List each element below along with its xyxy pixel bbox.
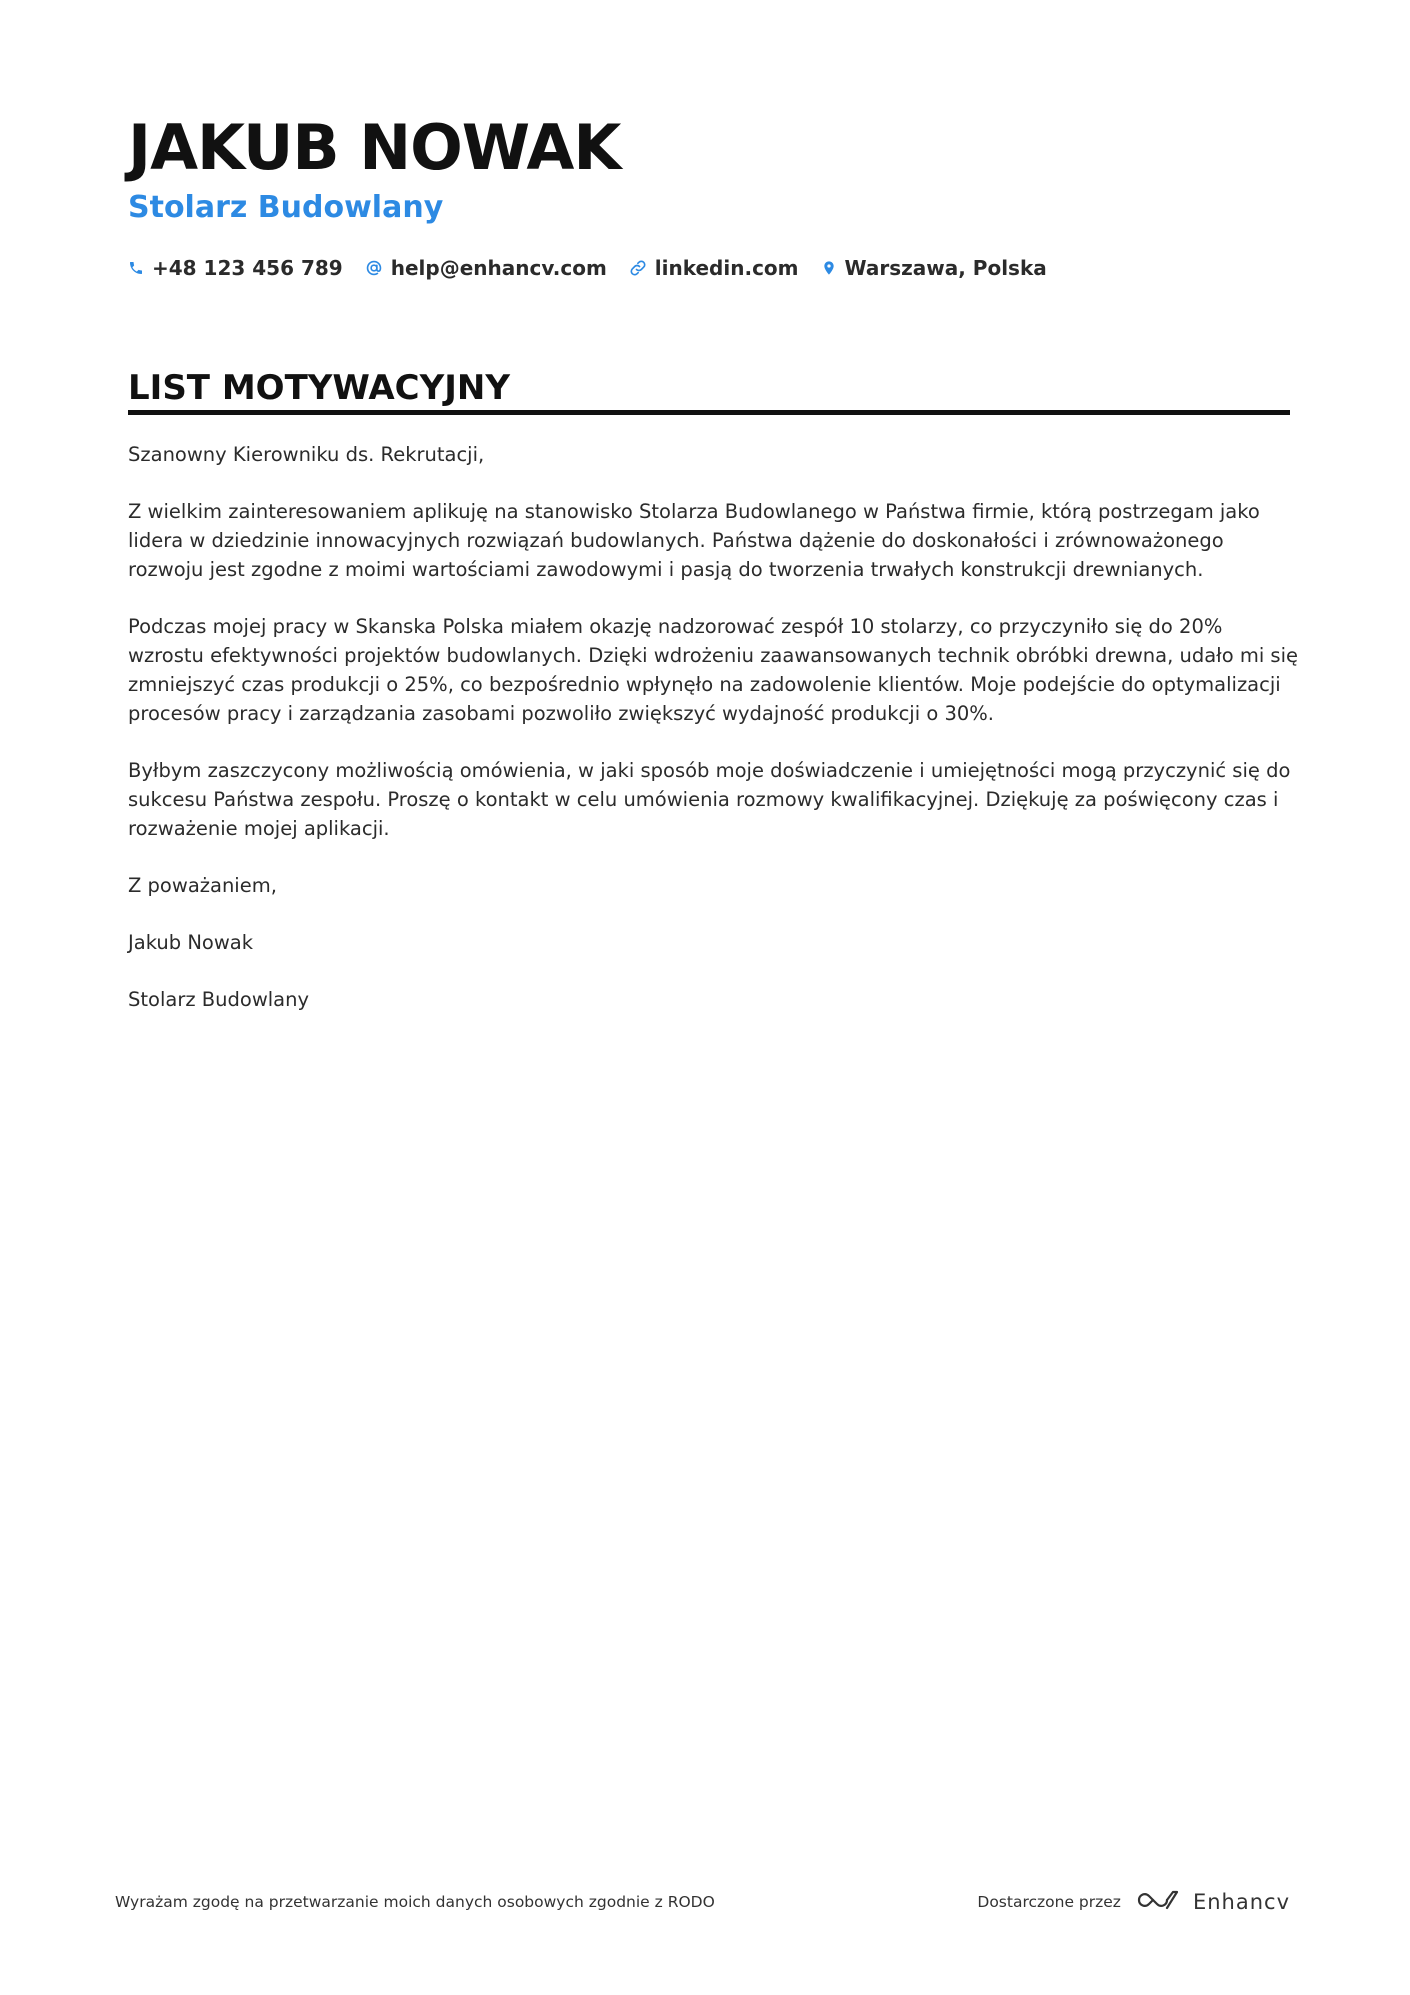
location-pin-icon [821, 259, 837, 277]
enhancv-logo-icon [1133, 1887, 1181, 1917]
applicant-name: JAKUB NOWAK [128, 111, 621, 184]
letter-salutation: Szanowny Kierowniku ds. Rekrutacji, [128, 443, 485, 466]
letter-closing: Z poważaniem, [128, 874, 277, 897]
letter-paragraph-3: Byłbym zaszczycony możliwością omówienia, w jaki sposób moje doświadczenie i umiejętności mogą przyczynić się do sukcesu Państwa zespołu. Proszę o kontakt w celu umówienia rozmowy kwalifikacyjnej. Dziękuję za poświęcony czas i rozważenie mojej aplikacji. [128, 759, 1291, 840]
link-icon [629, 259, 647, 277]
contact-location [821, 256, 1047, 280]
applicant-role: Stolarz Budowlany [128, 190, 444, 225]
letter-paragraph-2: Podczas mojej pracy w Skanska Polska miałem okazję nadzorować zespół 10 stolarzy, co przyczyniło się do 20% wzrostu efektywności projektów budowlanych. Dzięki wdrożeniu zaawansowanych technik obróbki drewna, udało mi się zmniejszyć czas produkcji o 25%, co bezpośrednio wpłynęło na zadowolenie klientów. Moje podejście do optymalizacji procesów pracy i zarządzania zasobami pozwoliło zwiększyć wydajność produkcji o 30%. [128, 615, 1299, 725]
contact-email-text: help@enhancv.com [390, 256, 607, 280]
signature-name: Jakub Nowak [128, 931, 254, 954]
contact-phone[interactable] [128, 256, 343, 280]
at-icon [365, 259, 383, 277]
contact-linkedin[interactable] [629, 256, 799, 280]
phone-icon [128, 260, 144, 276]
section-divider [128, 410, 1290, 415]
powered-by-label: Dostarczone przez [977, 1893, 1121, 1911]
contact-bar [128, 250, 1047, 286]
gdpr-consent: Wyrażam zgodę na przetwarzanie moich danych osobowych zgodnie z RODO [115, 1893, 715, 1911]
contact-email[interactable] [365, 256, 607, 280]
contact-linkedin-text: linkedin.com [654, 256, 799, 280]
brand-name: Enhancv [1192, 1890, 1290, 1914]
letter-paragraph-1: Z wielkim zainteresowaniem aplikuję na stanowisko Stolarza Budowlanego w Państwa firmie, którą postrzegam jako lidera w dziedzinie innowacyjnych rozwiązań budowlanych. Państwa dążenie do doskonałości i zrównoważonego rozwoju jest zgodne z moimi wartościami zawodowymi i pasją do tworzenia trwałych konstrukcji drewnianych. [128, 500, 1260, 581]
contact-location-text: Warszawa, Polska [844, 256, 1047, 280]
letter-body [128, 440, 1298, 1042]
contact-phone-text: +48 123 456 789 [152, 256, 343, 280]
section-title: LIST MOTYWACYJNY [128, 368, 510, 408]
powered-by[interactable] [977, 1882, 1290, 1922]
signature-title: Stolarz Budowlany [128, 988, 310, 1011]
